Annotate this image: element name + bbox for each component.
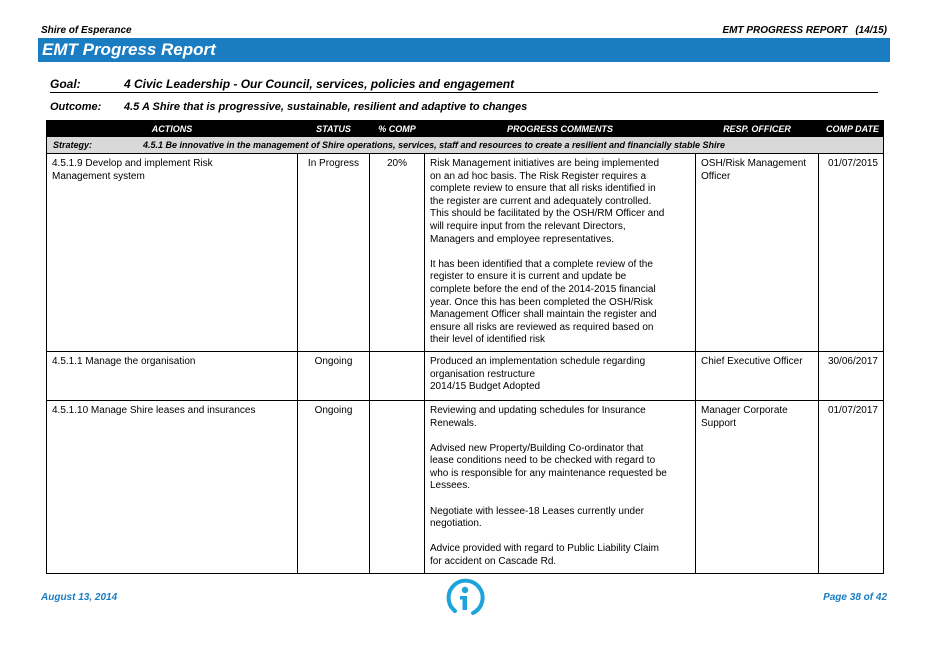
date-cell: 01/07/2017 [819, 400, 884, 573]
action-cell: 4.5.1.1 Manage the organisation [47, 351, 298, 400]
progress-table [46, 120, 884, 574]
comments-cell [425, 154, 696, 352]
comp-cell [370, 351, 425, 400]
officer-cell: OSH/Risk Management Officer [696, 154, 819, 352]
strategy-value: 4.5.1 Be innovative in the management of Shire operations, services, staff and resources to create a resilient and financially stable Shire [143, 140, 726, 150]
comment-paragraph: Advice provided with regard to Public Liability Claim for accident on Cascade Rd. [430, 543, 659, 568]
comment-paragraph: Produced an implementation schedule regarding organisation restructure 2014/15 Budget Adopted [430, 355, 646, 393]
report-period: (14/15) [855, 25, 887, 36]
comments-cell [425, 351, 696, 400]
strategy-cell [47, 137, 884, 154]
strategy-label: Strategy: [53, 140, 93, 150]
header-actions: ACTIONS [47, 121, 298, 137]
header-comments: PROGRESS COMMENTS [425, 121, 696, 137]
status-cell: In Progress [298, 154, 370, 352]
status-cell: Ongoing [298, 400, 370, 573]
header-status: STATUS [298, 121, 370, 137]
comment-paragraph: It has been identified that a complete review of the register to ensure it is current and update be complete before the end of the 2014-2015 financial year. Once this has been completed the OSH/Risk Management Officer shall maintain the register and ensure all risks are reviewed as required based on their level of identified risk [430, 258, 657, 346]
header-officer: RESP. OFFICER [696, 121, 819, 137]
outcome-row [50, 101, 878, 115]
comment-paragraph: Advised new Property/Building Co-ordinator that lease conditions need to be checked with regard to who is responsible for any maintenance requested be Lessees. [430, 442, 667, 492]
date-cell: 01/07/2015 [819, 154, 884, 352]
outcome-value: 4.5 A Shire that is progressive, sustainable, resilient and adaptive to changes [124, 101, 528, 113]
footer-date: August 13, 2014 [41, 592, 118, 603]
comp-cell [370, 400, 425, 573]
report-title: EMT PROGRESS REPORT [722, 25, 848, 36]
outcome-label: Outcome: [50, 101, 102, 113]
comp-cell: 20% [370, 154, 425, 352]
table-row [47, 154, 884, 352]
goal-label: Goal: [50, 77, 81, 91]
shire-name: Shire of Esperance [41, 25, 132, 36]
report-header [714, 25, 887, 36]
action-cell: 4.5.1.9 Develop and implement Risk Management system [47, 154, 298, 352]
footer-page-number: Page 38 of 42 [823, 592, 887, 603]
header-date: COMP DATE [819, 121, 884, 137]
table-header-row [47, 121, 884, 137]
table-row [47, 351, 884, 400]
banner-title: EMT Progress Report [42, 40, 216, 59]
table-row [47, 400, 884, 573]
date-cell: 30/06/2017 [819, 351, 884, 400]
comment-paragraph: Reviewing and updating schedules for Insurance Renewals. [430, 404, 646, 429]
comment-paragraph: Risk Management initiatives are being implemented on an ad hoc basis. The Risk Register requires a complete review to ensure that all risks identified in the register are current and adequately controlled. This should be facilitated by the OSH/RM Officer and will require input from the relevant Directors, Managers and employee representatives. [430, 158, 665, 245]
goal-row [50, 77, 878, 93]
officer-cell: Manager Corporate Support [696, 400, 819, 573]
officer-cell: Chief Executive Officer [696, 351, 819, 400]
info-i-logo-icon [443, 578, 487, 618]
comments-cell [425, 400, 696, 573]
header-comp: % COMP [370, 121, 425, 137]
status-cell: Ongoing [298, 351, 370, 400]
title-banner [38, 38, 890, 62]
action-cell: 4.5.1.10 Manage Shire leases and insurances [47, 400, 298, 573]
strategy-row [47, 137, 884, 154]
comment-paragraph: Negotiate with lessee-18 Leases currently under negotiation. [430, 505, 645, 530]
goal-value: 4 Civic Leadership - Our Council, services, policies and engagement [124, 77, 515, 91]
